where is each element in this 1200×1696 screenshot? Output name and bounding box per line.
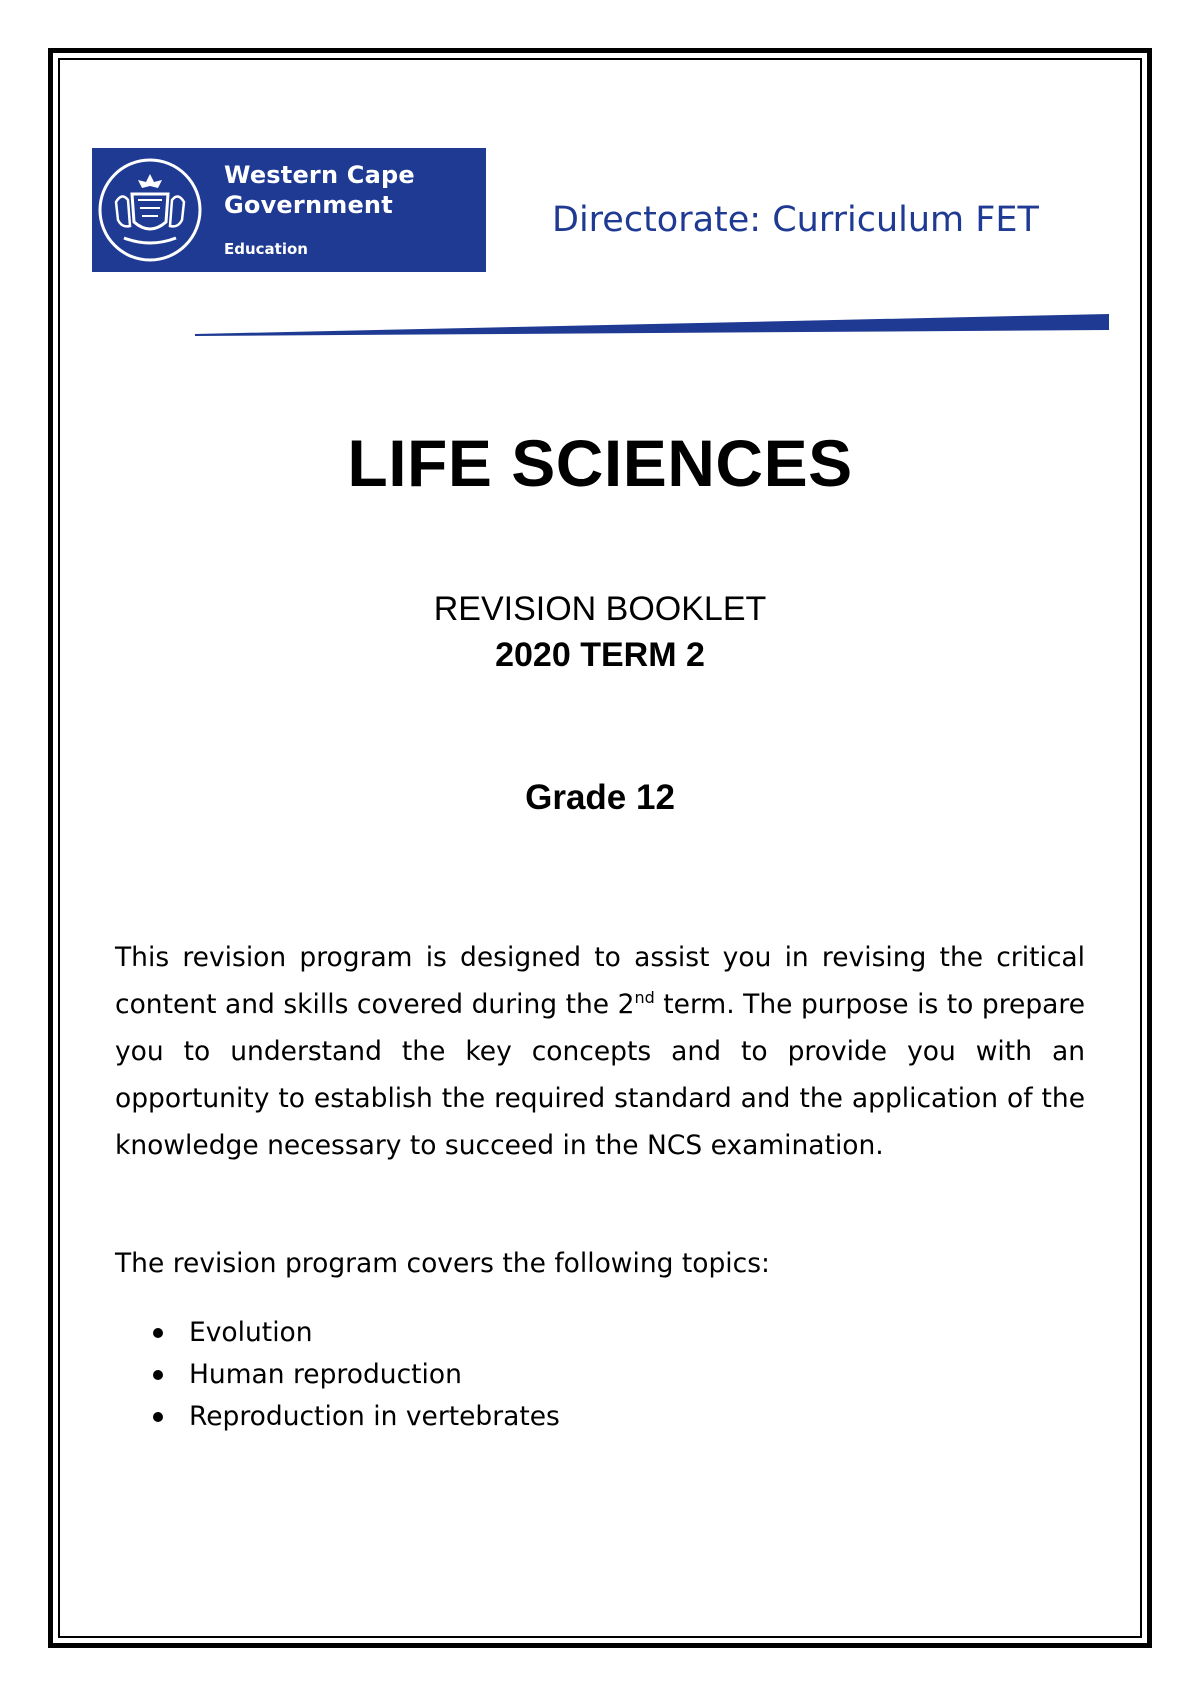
bullet-icon: [153, 1370, 163, 1380]
topic-label: Human reproduction: [189, 1359, 462, 1390]
intro-paragraph: [115, 934, 1085, 1169]
list-item: [0, 1312, 560, 1354]
logo-wordmark: [224, 160, 415, 258]
intro-text-2: term. The purpose is to prepare you to understand the key concepts and to provide you with an opportunity to establish the required standard and the application of the knowledge necessary to succeed in the NCS examination.: [115, 989, 1086, 1161]
grade-label: Grade 12: [525, 778, 675, 817]
list-item: [0, 1354, 560, 1396]
list-item: [0, 1396, 560, 1438]
western-cape-government-logo: [92, 148, 486, 272]
topic-label: Evolution: [189, 1317, 313, 1348]
coat-of-arms-icon: [96, 156, 204, 264]
intro-superscript: nd: [634, 988, 655, 1008]
bullet-icon: [153, 1412, 163, 1422]
logo-subtitle: Education: [224, 240, 308, 258]
logo-line1: Western Cape: [224, 161, 415, 189]
directorate-heading: Directorate: Curriculum FET: [552, 200, 1039, 240]
topics-list: [0, 1312, 560, 1438]
booklet-subtitle: REVISION BOOKLET: [433, 590, 767, 628]
topics-lead: The revision program covers the following topics:: [115, 1248, 770, 1279]
bullet-icon: [153, 1328, 163, 1338]
intro-text-1: This revision program is designed to assist you in revising the critical content and skills covered during the 2: [115, 942, 1085, 1020]
topic-label: Reproduction in vertebrates: [189, 1401, 560, 1432]
header-swoosh-line: [195, 312, 1109, 336]
page-title: LIFE SCIENCES: [347, 426, 853, 500]
term-subtitle: 2020 TERM 2: [495, 636, 705, 674]
logo-line2: Government: [224, 191, 393, 219]
